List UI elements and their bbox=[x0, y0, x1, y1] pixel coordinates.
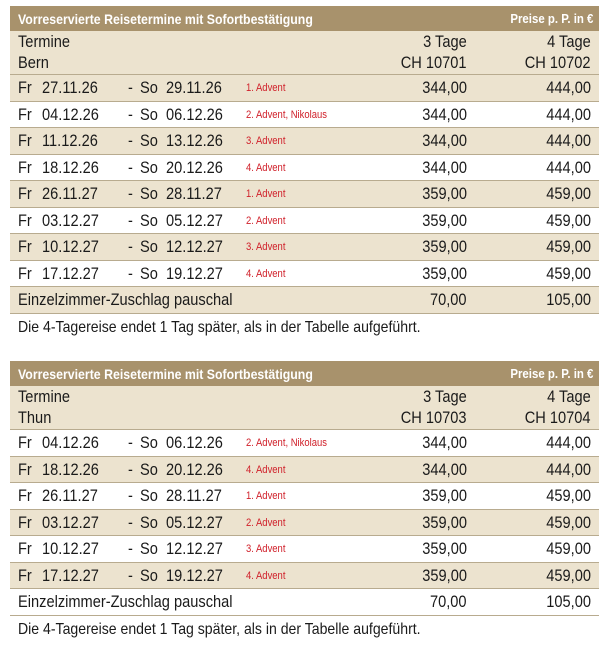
start-date: 27.11.26 bbox=[42, 78, 98, 97]
supplement-row bbox=[10, 287, 599, 314]
table-row bbox=[10, 102, 599, 129]
price-3-days: 344,00 bbox=[422, 78, 467, 97]
end-weekday: So bbox=[140, 184, 158, 203]
col1-duration: 3 Tage bbox=[423, 32, 467, 51]
supplement-price-3-days: 70,00 bbox=[430, 592, 467, 611]
start-date: 03.12.27 bbox=[42, 512, 99, 532]
price-4-days: 459,00 bbox=[546, 184, 591, 203]
occasion-note: 3. Advent bbox=[246, 241, 286, 253]
start-date: 18.12.26 bbox=[42, 157, 99, 177]
table-header bbox=[10, 6, 599, 31]
start-weekday: Fr bbox=[18, 104, 32, 124]
start-weekday: Fr bbox=[18, 459, 32, 479]
price-3-days: 344,00 bbox=[422, 131, 467, 150]
price-4-days: 444,00 bbox=[546, 78, 591, 97]
supplement-row bbox=[10, 589, 599, 616]
end-weekday: So bbox=[140, 539, 158, 558]
end-weekday: So bbox=[140, 486, 158, 505]
occasion-note: 3. Advent bbox=[246, 543, 286, 555]
table-row bbox=[10, 75, 599, 102]
table-row bbox=[10, 208, 599, 235]
price-3-days: 359,00 bbox=[422, 539, 467, 558]
table-row bbox=[10, 128, 599, 155]
end-date: 12.12.27 bbox=[166, 539, 223, 558]
date-rows bbox=[10, 430, 599, 589]
start-date: 04.12.26 bbox=[42, 433, 99, 452]
price-4-days: 459,00 bbox=[546, 565, 591, 585]
price-4-days: 444,00 bbox=[546, 131, 591, 150]
supplement-price-4-days: 105,00 bbox=[546, 290, 591, 309]
termine-label: Termine bbox=[18, 387, 71, 406]
end-date: 13.12.26 bbox=[166, 131, 223, 150]
start-date: 17.12.27 bbox=[42, 565, 99, 585]
price-4-days: 444,00 bbox=[546, 104, 591, 124]
departure-row bbox=[10, 408, 599, 430]
start-weekday: Fr bbox=[18, 131, 32, 150]
end-weekday: So bbox=[140, 104, 158, 124]
table-row bbox=[10, 234, 599, 261]
column-header-row bbox=[10, 31, 599, 53]
date-separator: - bbox=[128, 210, 133, 230]
price-3-days: 359,00 bbox=[422, 512, 467, 532]
table-row bbox=[10, 536, 599, 563]
end-date: 28.11.27 bbox=[166, 184, 222, 203]
date-rows bbox=[10, 75, 599, 287]
start-date: 10.12.27 bbox=[42, 237, 99, 256]
table-row bbox=[10, 483, 599, 510]
start-date: 18.12.26 bbox=[42, 459, 99, 479]
prices-note: Preise p. P. in € bbox=[509, 366, 593, 381]
start-date: 04.12.26 bbox=[42, 104, 99, 124]
date-separator: - bbox=[128, 263, 133, 283]
price-3-days: 344,00 bbox=[422, 157, 467, 177]
occasion-note: 1. Advent bbox=[246, 82, 286, 94]
date-separator: - bbox=[128, 433, 133, 452]
table-row bbox=[10, 155, 599, 182]
price-3-days: 359,00 bbox=[422, 263, 467, 283]
end-date: 06.12.26 bbox=[166, 433, 223, 452]
date-separator: - bbox=[128, 157, 133, 177]
start-weekday: Fr bbox=[18, 433, 32, 452]
dates-table-thun bbox=[10, 361, 599, 643]
supplement-price-4-days: 105,00 bbox=[546, 592, 591, 611]
date-separator: - bbox=[128, 237, 133, 256]
table-row bbox=[10, 457, 599, 484]
end-weekday: So bbox=[140, 157, 158, 177]
price-4-days: 459,00 bbox=[546, 512, 591, 532]
occasion-note: 3. Advent bbox=[246, 135, 286, 147]
occasion-note: 1. Advent bbox=[246, 188, 286, 200]
date-separator: - bbox=[128, 131, 133, 150]
start-weekday: Fr bbox=[18, 184, 32, 203]
end-weekday: So bbox=[140, 210, 158, 230]
start-date: 03.12.27 bbox=[42, 210, 99, 230]
price-4-days: 459,00 bbox=[546, 539, 591, 558]
occasion-note: 2. Advent, Nikolaus bbox=[246, 108, 327, 121]
price-4-days: 459,00 bbox=[546, 486, 591, 505]
end-weekday: So bbox=[140, 433, 158, 452]
table-row bbox=[10, 261, 599, 288]
date-separator: - bbox=[128, 184, 133, 203]
departure-city: Bern bbox=[18, 53, 49, 72]
price-3-days: 359,00 bbox=[422, 486, 467, 505]
end-date: 06.12.26 bbox=[166, 104, 223, 124]
start-date: 17.12.27 bbox=[42, 263, 99, 283]
end-weekday: So bbox=[140, 237, 158, 256]
supplement-price-3-days: 70,00 bbox=[430, 290, 467, 309]
table-row bbox=[10, 430, 599, 457]
footnote bbox=[10, 616, 599, 643]
start-weekday: Fr bbox=[18, 539, 32, 558]
col2-code: CH 10702 bbox=[525, 53, 591, 72]
price-4-days: 459,00 bbox=[546, 210, 591, 230]
occasion-note: 2. Advent bbox=[246, 516, 286, 529]
date-separator: - bbox=[128, 539, 133, 558]
col1-code: CH 10703 bbox=[401, 408, 467, 427]
departure-city: Thun bbox=[18, 408, 52, 427]
termine-label: Termine bbox=[18, 32, 71, 51]
start-date: 10.12.27 bbox=[42, 539, 99, 558]
price-3-days: 359,00 bbox=[422, 210, 467, 230]
col2-duration: 4 Tage bbox=[547, 32, 591, 51]
col1-code: CH 10701 bbox=[401, 53, 467, 72]
start-weekday: Fr bbox=[18, 78, 32, 97]
end-date: 28.11.27 bbox=[166, 486, 222, 505]
column-header-row bbox=[10, 386, 599, 408]
occasion-note: 1. Advent bbox=[246, 490, 286, 502]
date-separator: - bbox=[128, 512, 133, 532]
end-weekday: So bbox=[140, 263, 158, 283]
end-weekday: So bbox=[140, 131, 158, 150]
table-row bbox=[10, 510, 599, 537]
start-weekday: Fr bbox=[18, 210, 32, 230]
price-3-days: 344,00 bbox=[422, 459, 467, 479]
table-row bbox=[10, 563, 599, 590]
price-4-days: 444,00 bbox=[546, 157, 591, 177]
start-weekday: Fr bbox=[18, 157, 32, 177]
date-separator: - bbox=[128, 565, 133, 585]
end-date: 19.12.27 bbox=[166, 565, 223, 585]
end-date: 05.12.27 bbox=[166, 210, 223, 230]
start-weekday: Fr bbox=[18, 237, 32, 256]
end-date: 12.12.27 bbox=[166, 237, 223, 256]
supplement-label: Einzelzimmer-Zuschlag pauschal bbox=[18, 592, 233, 611]
price-4-days: 444,00 bbox=[546, 433, 591, 452]
price-3-days: 344,00 bbox=[422, 104, 467, 124]
end-weekday: So bbox=[140, 459, 158, 479]
end-weekday: So bbox=[140, 512, 158, 532]
price-4-days: 459,00 bbox=[546, 237, 591, 256]
price-3-days: 359,00 bbox=[422, 565, 467, 585]
departure-row bbox=[10, 53, 599, 75]
start-weekday: Fr bbox=[18, 486, 32, 505]
col2-duration: 4 Tage bbox=[547, 387, 591, 406]
price-3-days: 344,00 bbox=[422, 433, 467, 452]
table-title: Vorreservierte Reisetermine mit Sofortbestätigung bbox=[18, 10, 313, 27]
footnote-text: Die 4-Tagereise endet 1 Tag später, als in der Tabelle aufgeführt. bbox=[18, 620, 421, 638]
end-date: 05.12.27 bbox=[166, 512, 223, 532]
end-date: 29.11.26 bbox=[166, 78, 222, 97]
end-weekday: So bbox=[140, 78, 158, 97]
occasion-note: 4. Advent bbox=[246, 569, 286, 582]
table-title: Vorreservierte Reisetermine mit Sofortbestätigung bbox=[18, 365, 313, 382]
footnote-text: Die 4-Tagereise endet 1 Tag später, als in der Tabelle aufgeführt. bbox=[18, 318, 421, 336]
table-header bbox=[10, 361, 599, 386]
start-date: 11.12.26 bbox=[42, 131, 98, 150]
end-date: 20.12.26 bbox=[166, 459, 223, 479]
start-weekday: Fr bbox=[18, 565, 32, 585]
occasion-note: 4. Advent bbox=[246, 161, 286, 174]
end-date: 20.12.26 bbox=[166, 157, 223, 177]
occasion-note: 4. Advent bbox=[246, 463, 286, 476]
supplement-label: Einzelzimmer-Zuschlag pauschal bbox=[18, 290, 233, 309]
table-row bbox=[10, 181, 599, 208]
prices-note: Preise p. P. in € bbox=[509, 11, 593, 26]
start-date: 26.11.27 bbox=[42, 486, 98, 505]
start-date: 26.11.27 bbox=[42, 184, 98, 203]
footnote bbox=[10, 314, 599, 341]
price-3-days: 359,00 bbox=[422, 237, 467, 256]
date-separator: - bbox=[128, 104, 133, 124]
occasion-note: 4. Advent bbox=[246, 267, 286, 280]
date-separator: - bbox=[128, 78, 133, 97]
col1-duration: 3 Tage bbox=[423, 387, 467, 406]
start-weekday: Fr bbox=[18, 263, 32, 283]
price-4-days: 444,00 bbox=[546, 459, 591, 479]
dates-table-bern bbox=[10, 6, 599, 341]
price-4-days: 459,00 bbox=[546, 263, 591, 283]
date-separator: - bbox=[128, 459, 133, 479]
date-separator: - bbox=[128, 486, 133, 505]
end-weekday: So bbox=[140, 565, 158, 585]
price-3-days: 359,00 bbox=[422, 184, 467, 203]
col2-code: CH 10704 bbox=[525, 408, 591, 427]
occasion-note: 2. Advent, Nikolaus bbox=[246, 437, 327, 449]
occasion-note: 2. Advent bbox=[246, 214, 286, 227]
end-date: 19.12.27 bbox=[166, 263, 223, 283]
start-weekday: Fr bbox=[18, 512, 32, 532]
